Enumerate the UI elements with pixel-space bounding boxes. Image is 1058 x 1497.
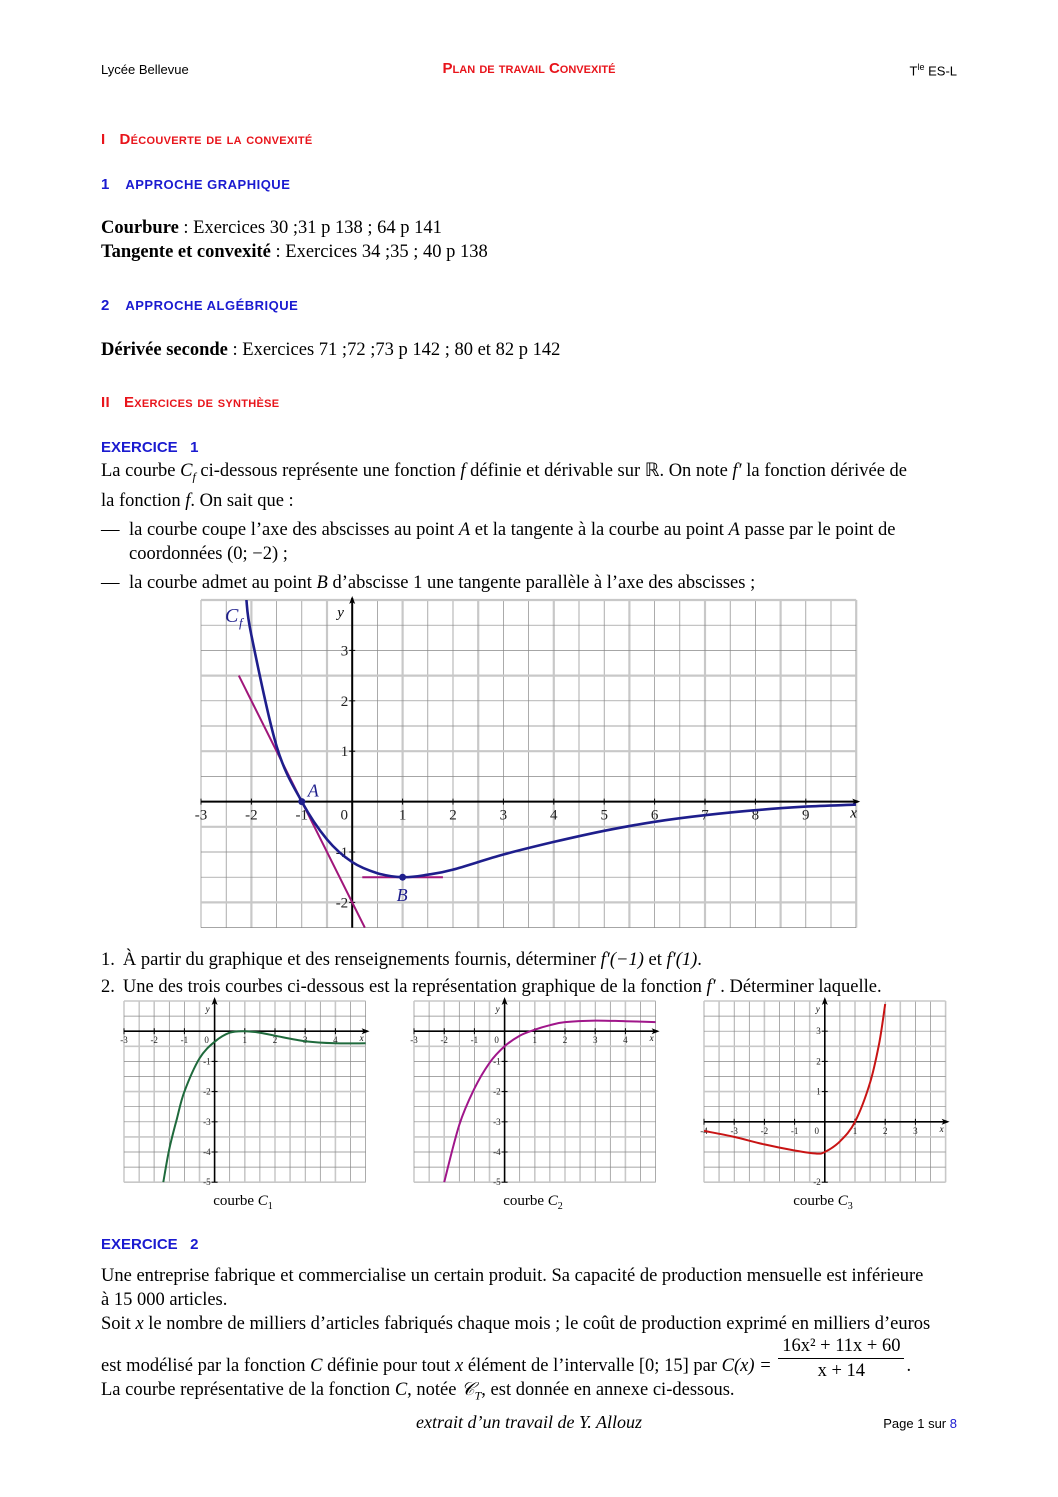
x-tick-label: -2: [150, 1035, 158, 1046]
y-tick-label: -4: [203, 1147, 211, 1157]
x-tick-label: 2: [882, 1125, 888, 1136]
header-class: [910, 62, 957, 78]
x-tick-label: 3: [499, 807, 508, 824]
x-tick-label: 5: [600, 807, 608, 824]
exercise-2-title: EXERCICE 2: [101, 1236, 199, 1253]
chart-c1: [118, 995, 373, 1190]
x-tick-label: -4: [700, 1125, 708, 1136]
x-tick-label: -1: [790, 1125, 799, 1136]
cost-fraction: $\frac{\text{16x² + 11x + 60}}{x + 14}$: [778, 1334, 904, 1383]
x-tick-label: 1: [532, 1035, 538, 1046]
y-tick-label: 1: [816, 1086, 821, 1097]
y-tick-label: -2: [813, 1177, 821, 1188]
section-number: I: [101, 131, 106, 148]
y-tick-label: 2: [340, 693, 349, 710]
header-title: Plan de travail Convexité: [442, 60, 616, 77]
x-axis-label: x: [850, 805, 857, 822]
x-tick-label: 3: [913, 1125, 918, 1136]
ex2-line-4: est modélisé par la fonction C définie pour tout x élément de l’intervalle [0; 15] par C(x) = $\frac{\text{16x² + 11x + 60}}{x + 14}$ .: [101, 1336, 912, 1381]
page-total-link[interactable]: 8: [949, 1416, 957, 1431]
point-B: [399, 874, 406, 881]
x-tick-label: 0: [204, 1035, 209, 1046]
section-title: Exercices de synthèse: [123, 394, 280, 411]
exercise-1-text: [101, 459, 961, 595]
ex1-line-2: la fonction f. On sait que :: [101, 490, 294, 511]
footer-credit: extrait d’un travail de Y. Allouz: [415, 1412, 642, 1432]
x-tick-label: 7: [701, 807, 709, 824]
point-label-B: B: [396, 885, 408, 906]
x-tick-label: 9: [802, 807, 810, 824]
x-axis-label: x: [939, 1123, 944, 1134]
x-tick-label: -3: [730, 1125, 738, 1136]
class-letter: T: [909, 63, 918, 79]
subsection-number: 1: [101, 176, 110, 193]
y-tick-label: -5: [203, 1177, 211, 1188]
x-tick-label: 2: [272, 1035, 278, 1046]
x-tick-label: -3: [195, 807, 208, 824]
y-tick-label: 1: [340, 744, 349, 761]
x-tick-label: -1: [180, 1035, 189, 1046]
x-tick-label: -3: [120, 1035, 128, 1046]
tangente-label: Tangente et convexité: [101, 242, 271, 262]
ex2-line-5: La courbe représentative de la fonction C, notée 𝒞$_T$, est donnée en annexe ci-dessous.: [101, 1380, 735, 1403]
header-school: Lycée Bellevue: [101, 62, 189, 77]
ex2-line-3: Soit x le nombre de milliers d’articles fabriqués chaque mois ; le coût de production exprimé en milliers d’euros: [101, 1314, 931, 1334]
ex1-bullet-1: — la courbe coupe l’axe des abscisses au point A et la tangente à la courbe au point A passe par le point de: [101, 519, 896, 540]
ex1-bullet-1-cont: coordonnées (0; −2) ;: [129, 543, 288, 564]
y-tick-label: 3: [340, 643, 349, 660]
x-tick-label: 0: [814, 1125, 820, 1136]
main-chart: [195, 595, 865, 935]
subsection-number: 2: [101, 297, 110, 314]
x-tick-label: 4: [550, 807, 558, 824]
point-label-A: A: [307, 780, 319, 801]
chart-c2: [408, 995, 663, 1190]
point-A: [298, 798, 305, 805]
ex2-line-2: à 15 000 articles.: [101, 1290, 228, 1310]
x-tick-label: 4: [333, 1035, 338, 1046]
curve-label-cf: C: [225, 605, 239, 627]
y-axis-label: y: [815, 1004, 820, 1014]
x-tick-label: 0: [494, 1035, 499, 1046]
x-tick-label: -2: [245, 807, 258, 824]
derivee-line: [101, 338, 560, 362]
x-tick-label: 6: [650, 807, 659, 824]
y-tick-label: -3: [203, 1116, 211, 1127]
courbure-text: : Exercices 30 ;31 p 138 ; 64 p 141: [178, 218, 442, 238]
x-tick-label: 1: [398, 807, 407, 824]
y-axis-label: y: [337, 605, 344, 621]
y-tick-label: -1: [203, 1056, 211, 1067]
ex2-line-1: Une entreprise fabrique et commercialise un certain produit. Sa capacité de production mensuelle est inférieure: [101, 1266, 924, 1286]
chart-c3: [698, 995, 953, 1190]
y-tick-label: 2: [816, 1056, 821, 1067]
ex1-line-1: La courbe $C_f$ ci-dessous représente une fonction f définie et dérivable sur ℝ. On note f′ la fonction dérivée de: [101, 461, 907, 484]
y-tick-label: -3: [493, 1116, 501, 1127]
x-tick-label: 3: [302, 1035, 308, 1046]
x-tick-label: 4: [623, 1035, 628, 1046]
ex1-bullet-2: — la courbe admet au point B d’abscisse 1 une tangente parallèle à l’axe des abscisses ;: [101, 572, 756, 593]
y-tick-label: -5: [493, 1177, 501, 1188]
section-1-heading: [101, 131, 313, 148]
y-tick-label: -1: [493, 1056, 501, 1067]
courbure-line: [101, 216, 442, 240]
x-axis-label: x: [359, 1033, 364, 1044]
tangente-text: : Exercices 34 ;35 ; 40 p 138: [270, 242, 488, 262]
x-tick-label: 1: [852, 1125, 858, 1136]
x-tick-label: -2: [760, 1125, 769, 1136]
x-tick-label: 1: [242, 1035, 248, 1046]
x-tick-label: 3: [592, 1035, 598, 1046]
y-tick-label: -4: [493, 1147, 501, 1157]
subsection-title: APPROCHE ALGÉBRIQUE: [125, 298, 299, 313]
curve-cf: [246, 600, 856, 877]
x-tick-label: 0: [340, 807, 348, 824]
x-tick-label: -1: [295, 807, 309, 824]
caption-c2: courbe $C_2$: [503, 1193, 563, 1212]
caption-c3: courbe $C_3$: [793, 1193, 853, 1212]
curve-label-cf-sub: f: [239, 615, 243, 630]
tangente-line: [101, 240, 488, 264]
y-axis-label: y: [495, 1004, 500, 1014]
x-tick-label: 8: [751, 807, 760, 824]
x-tick-label: 2: [449, 807, 457, 824]
exercise-2-text: [101, 1264, 961, 1336]
y-tick-label: -2: [203, 1086, 211, 1097]
subsection-1-heading: [101, 176, 290, 193]
question-2: 2. Une des trois courbes ci-dessous est la représentation graphique de la fonction f′ . Déterminer laquelle.: [101, 977, 882, 997]
subsection-title: APPROCHE GRAPHIQUE: [125, 177, 291, 192]
derivee-text: : Exercices 71 ;72 ;73 p 142 ; 80 et 82 p 142: [227, 340, 561, 360]
y-tick-label: 3: [816, 1026, 821, 1037]
y-tick-label: -1: [335, 845, 349, 861]
x-axis-label: x: [649, 1033, 654, 1044]
caption-c1: courbe $C_1$: [213, 1193, 273, 1212]
x-tick-label: -1: [470, 1035, 479, 1046]
class-sup: le: [917, 62, 925, 72]
x-tick-label: -2: [440, 1035, 448, 1046]
x-tick-label: 2: [562, 1035, 568, 1046]
y-axis-label: y: [205, 1004, 210, 1014]
courbure-label: Courbure: [101, 218, 179, 238]
section-2-heading: [101, 394, 279, 411]
section-title: Découverte de la convexité: [119, 131, 313, 148]
derivee-label: Dérivée seconde: [101, 340, 228, 360]
exercise-1-title: EXERCICE 1: [101, 439, 199, 456]
question-1: 1. À partir du graphique et des renseignements fournis, déterminer f′(−1) et f′(1).: [101, 950, 702, 970]
y-tick-label: -2: [335, 895, 349, 912]
section-number: II: [101, 394, 110, 411]
class-rest: ES-L: [924, 63, 957, 79]
x-tick-label: -3: [410, 1035, 418, 1046]
subsection-2-heading: [101, 297, 298, 314]
y-tick-label: -2: [493, 1086, 501, 1097]
page-number: Page 1 sur 8: [883, 1416, 957, 1431]
